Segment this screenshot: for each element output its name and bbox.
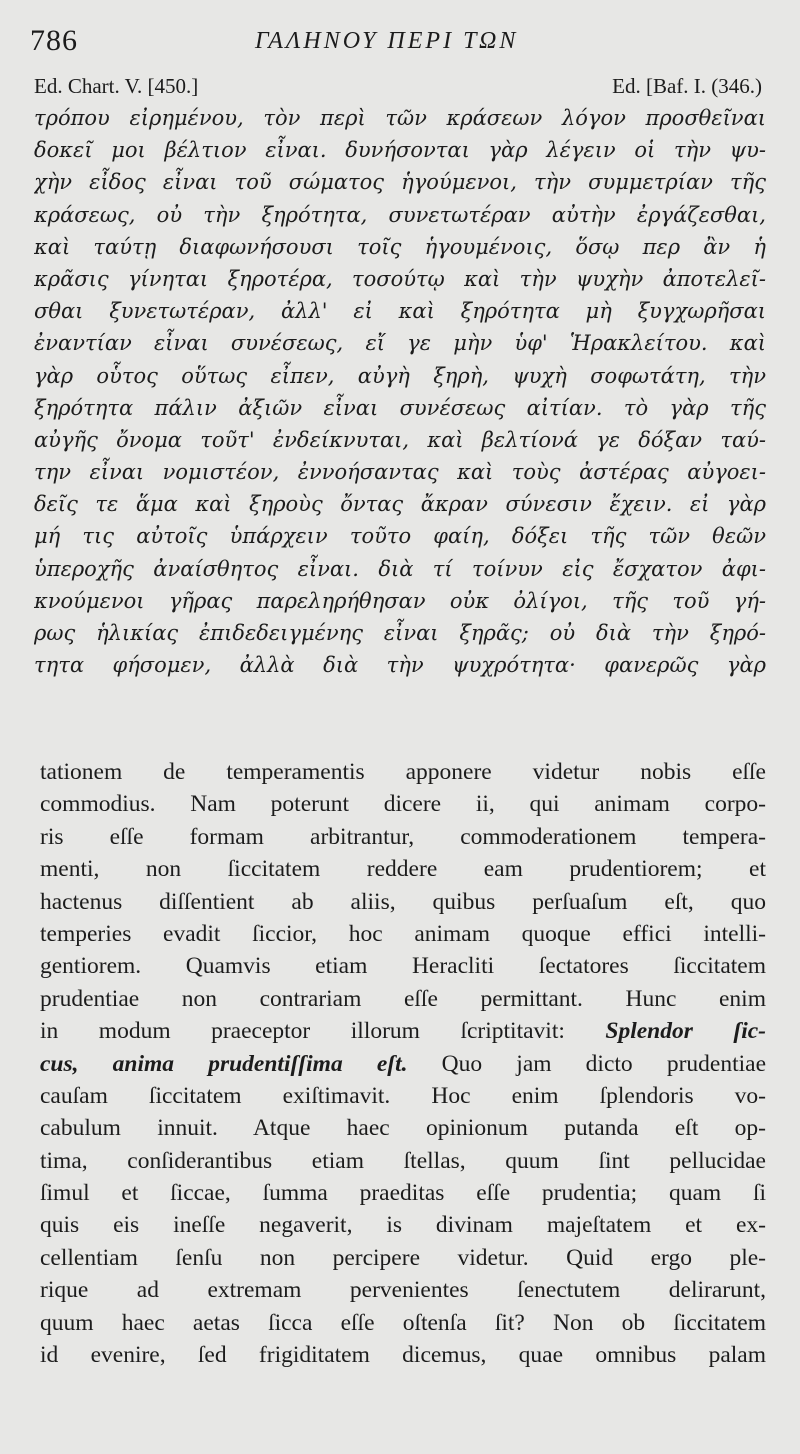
greek-text-line: σθαι ξυνετωτέραν, ἀλλ' εἰ καὶ ξηρότητα μὴ ξυγχωρῆσαι [34, 299, 766, 324]
latin-text-line [40, 1015, 766, 1047]
latin-text-line [40, 1145, 766, 1177]
greek-text-line: καὶ ταύτῃ διαφωνήσουσι τοῖς ἡγουμένοις, ὅσῳ περ ἂν ἡ [34, 234, 766, 259]
greek-text-line: κράσεως, οὐ τὴν ξηρότητα, συνετωτέραν αὐτὴν ἐργάζεσθαι, [34, 202, 766, 227]
latin-text-segment: cabulum innuit. Atque haec opinionum putanda eſt op- [40, 1115, 766, 1142]
greek-text-line: κρᾶσις γίνηται ξηροτέρα, τοσούτῳ καὶ τὴν ψυχὴν ἀποτελεῖ- [34, 266, 766, 291]
latin-text-line [40, 1080, 766, 1112]
latin-text-segment: ris eſſe formam arbitrantur, commoderationem tempera- [40, 823, 766, 850]
latin-text-line [40, 1242, 766, 1274]
latin-text-line [40, 918, 766, 950]
latin-text-line [40, 853, 766, 885]
latin-text-segment: Quo jam dicto prudentiae [407, 1050, 766, 1077]
edition-reference-left: Ed. Chart. V. [450.] [34, 74, 199, 98]
greek-text-line: τρόπου εἰρημένου, τὸν περὶ τῶν κράσεων λόγον προσθεῖναι [34, 106, 766, 130]
latin-text-segment: prudentiae non contrariam eſſe permittant. Hunc enim [40, 985, 766, 1012]
latin-text-segment: menti, non ſiccitatem reddere eam prudentiorem; et [40, 856, 766, 883]
greek-text-line: αὐγῆς ὄνομα τοῦτ' ἐνδείκνυται, καὶ βελτίονά γε δόξαν ταύ- [34, 427, 766, 452]
latin-text-line [40, 983, 766, 1015]
latin-text-segment: tationem de temperamentis apponere videtur nobis eſſe [40, 759, 766, 785]
running-title: ΓΑΛΗΝΟΥ ΠΕΡΙ ΤΩΝ [255, 28, 519, 54]
latin-text-line [40, 950, 766, 982]
latin-text-segment: rique ad extremam pervenientes ſenectutem delirarunt, [40, 1277, 766, 1304]
latin-text-line [40, 788, 766, 820]
latin-text-segment: cellentiam ſenſu non percipere videtur. Quid ergo ple- [40, 1244, 766, 1271]
quotation-italic: cus, anima prudentiſſima eſt. [40, 1050, 408, 1077]
latin-text-line [40, 1307, 766, 1339]
latin-text-block [40, 756, 766, 1371]
latin-text-segment: hactenus diſſentient ab aliis, quibus perſuaſum eſt, quo [40, 888, 766, 915]
latin-text-line [40, 1274, 766, 1306]
greek-text-line: δοκεῖ μοι βέλτιον εἶναι. δυνήσονται γὰρ λέγειν οἱ τὴν ψυ- [34, 138, 766, 163]
greek-text-line: δεῖς τε ἅμα καὶ ξηροὺς ὄντας ἄκραν σύνεσιν ἔχειν. εἰ γὰρ [34, 492, 766, 517]
latin-text-segment: tima, conſiderantibus etiam ſtellas, quum ſint pellucidae [40, 1147, 766, 1174]
greek-text-block [34, 102, 766, 681]
latin-text-segment: id evenire, ſed frigiditatem dicemus, quae omnibus palam [40, 1342, 766, 1369]
greek-text-line: ὑπεροχῆς ἀναίσθητος εἶναι. διὰ τί τοίνυν εἰς ἔσχατον ἀφι- [34, 556, 766, 581]
latin-text-line [40, 886, 766, 918]
greek-text-line: μή τις αὐτοῖς ὑπάρχειν τοῦτο φαίη, δόξει τῆς τῶν θεῶν [34, 524, 766, 549]
latin-text-line [40, 1339, 766, 1371]
latin-text-segment: cauſam ſiccitatem exiſtimavit. Hoc enim ſplendoris vo- [40, 1082, 766, 1109]
latin-text-segment: commodius. Nam poterunt dicere ii, qui animam corpo- [40, 791, 766, 818]
latin-text-segment: quum haec aetas ſicca eſſe oſtenſa ſit? Non ob ſiccitatem [40, 1309, 766, 1336]
greek-text-line: ξηρότητα πάλιν ἀξιῶν εἶναι συνέσεως αἰτίαν. τὸ γὰρ τῆς [34, 395, 766, 420]
latin-text-segment: quis eis ineſſe negaverit, is divinam majeſtatem et ex- [40, 1212, 766, 1239]
greek-text-line: κνούμενοι γῆρας παρεληρήθησαν οὐκ ὀλίγοι, τῆς τοῦ γή- [34, 588, 766, 613]
page-number: 786 [30, 24, 78, 57]
quotation-italic: Splendor ſic- [605, 1018, 766, 1045]
latin-text-segment: in modum praeceptor illorum ſcriptitavit: [40, 1018, 606, 1045]
greek-text-line: ἐναντίαν εἶναι συνέσεως, εἴ γε μὴν ὑφ' Ἡρακλείτου. καὶ [34, 331, 766, 356]
latin-text-segment: temperies evadit ſiccior, hoc animam quoque effici intelli- [40, 920, 766, 947]
edition-reference-right: Ed. [Baf. I. (346.) [612, 74, 762, 98]
greek-text-line: ρως ἡλικίας ἐπιδεδειγμένης εἶναι ξηρᾶς; οὐ διὰ τὴν ξηρό- [34, 621, 766, 645]
latin-text-segment: gentiorem. Quamvis etiam Heracliti ſectatores ſiccitatem [40, 953, 766, 980]
latin-text-line [40, 1048, 766, 1080]
latin-text-line [40, 1112, 766, 1144]
greek-text-line: γὰρ οὗτος οὕτως εἶπεν, αὐγὴ ξηρὴ, ψυχὴ σοφωτάτη, τὴν [34, 363, 766, 388]
latin-text-line [40, 821, 766, 853]
latin-text-segment: ſimul et ſiccae, ſumma praeditas eſſe prudentia; quam ſi [40, 1180, 766, 1207]
greek-text-line: τητα φήσομεν, ἀλλὰ διὰ τὴν ψυχρότητα· φανερῶς γὰρ [34, 653, 766, 678]
latin-text-line [40, 1209, 766, 1241]
latin-text-line [40, 756, 766, 788]
latin-text-line [40, 1177, 766, 1209]
greek-text-line: την εἶναι νομιστέον, ἐννοήσαντας καὶ τοὺς ἀστέρας αὐγοει- [34, 460, 766, 485]
greek-text-line: χὴν εἶδος εἶναι τοῦ σώματος ἡγούμενοι, τὴν συμμετρίαν τῆς [34, 170, 766, 195]
